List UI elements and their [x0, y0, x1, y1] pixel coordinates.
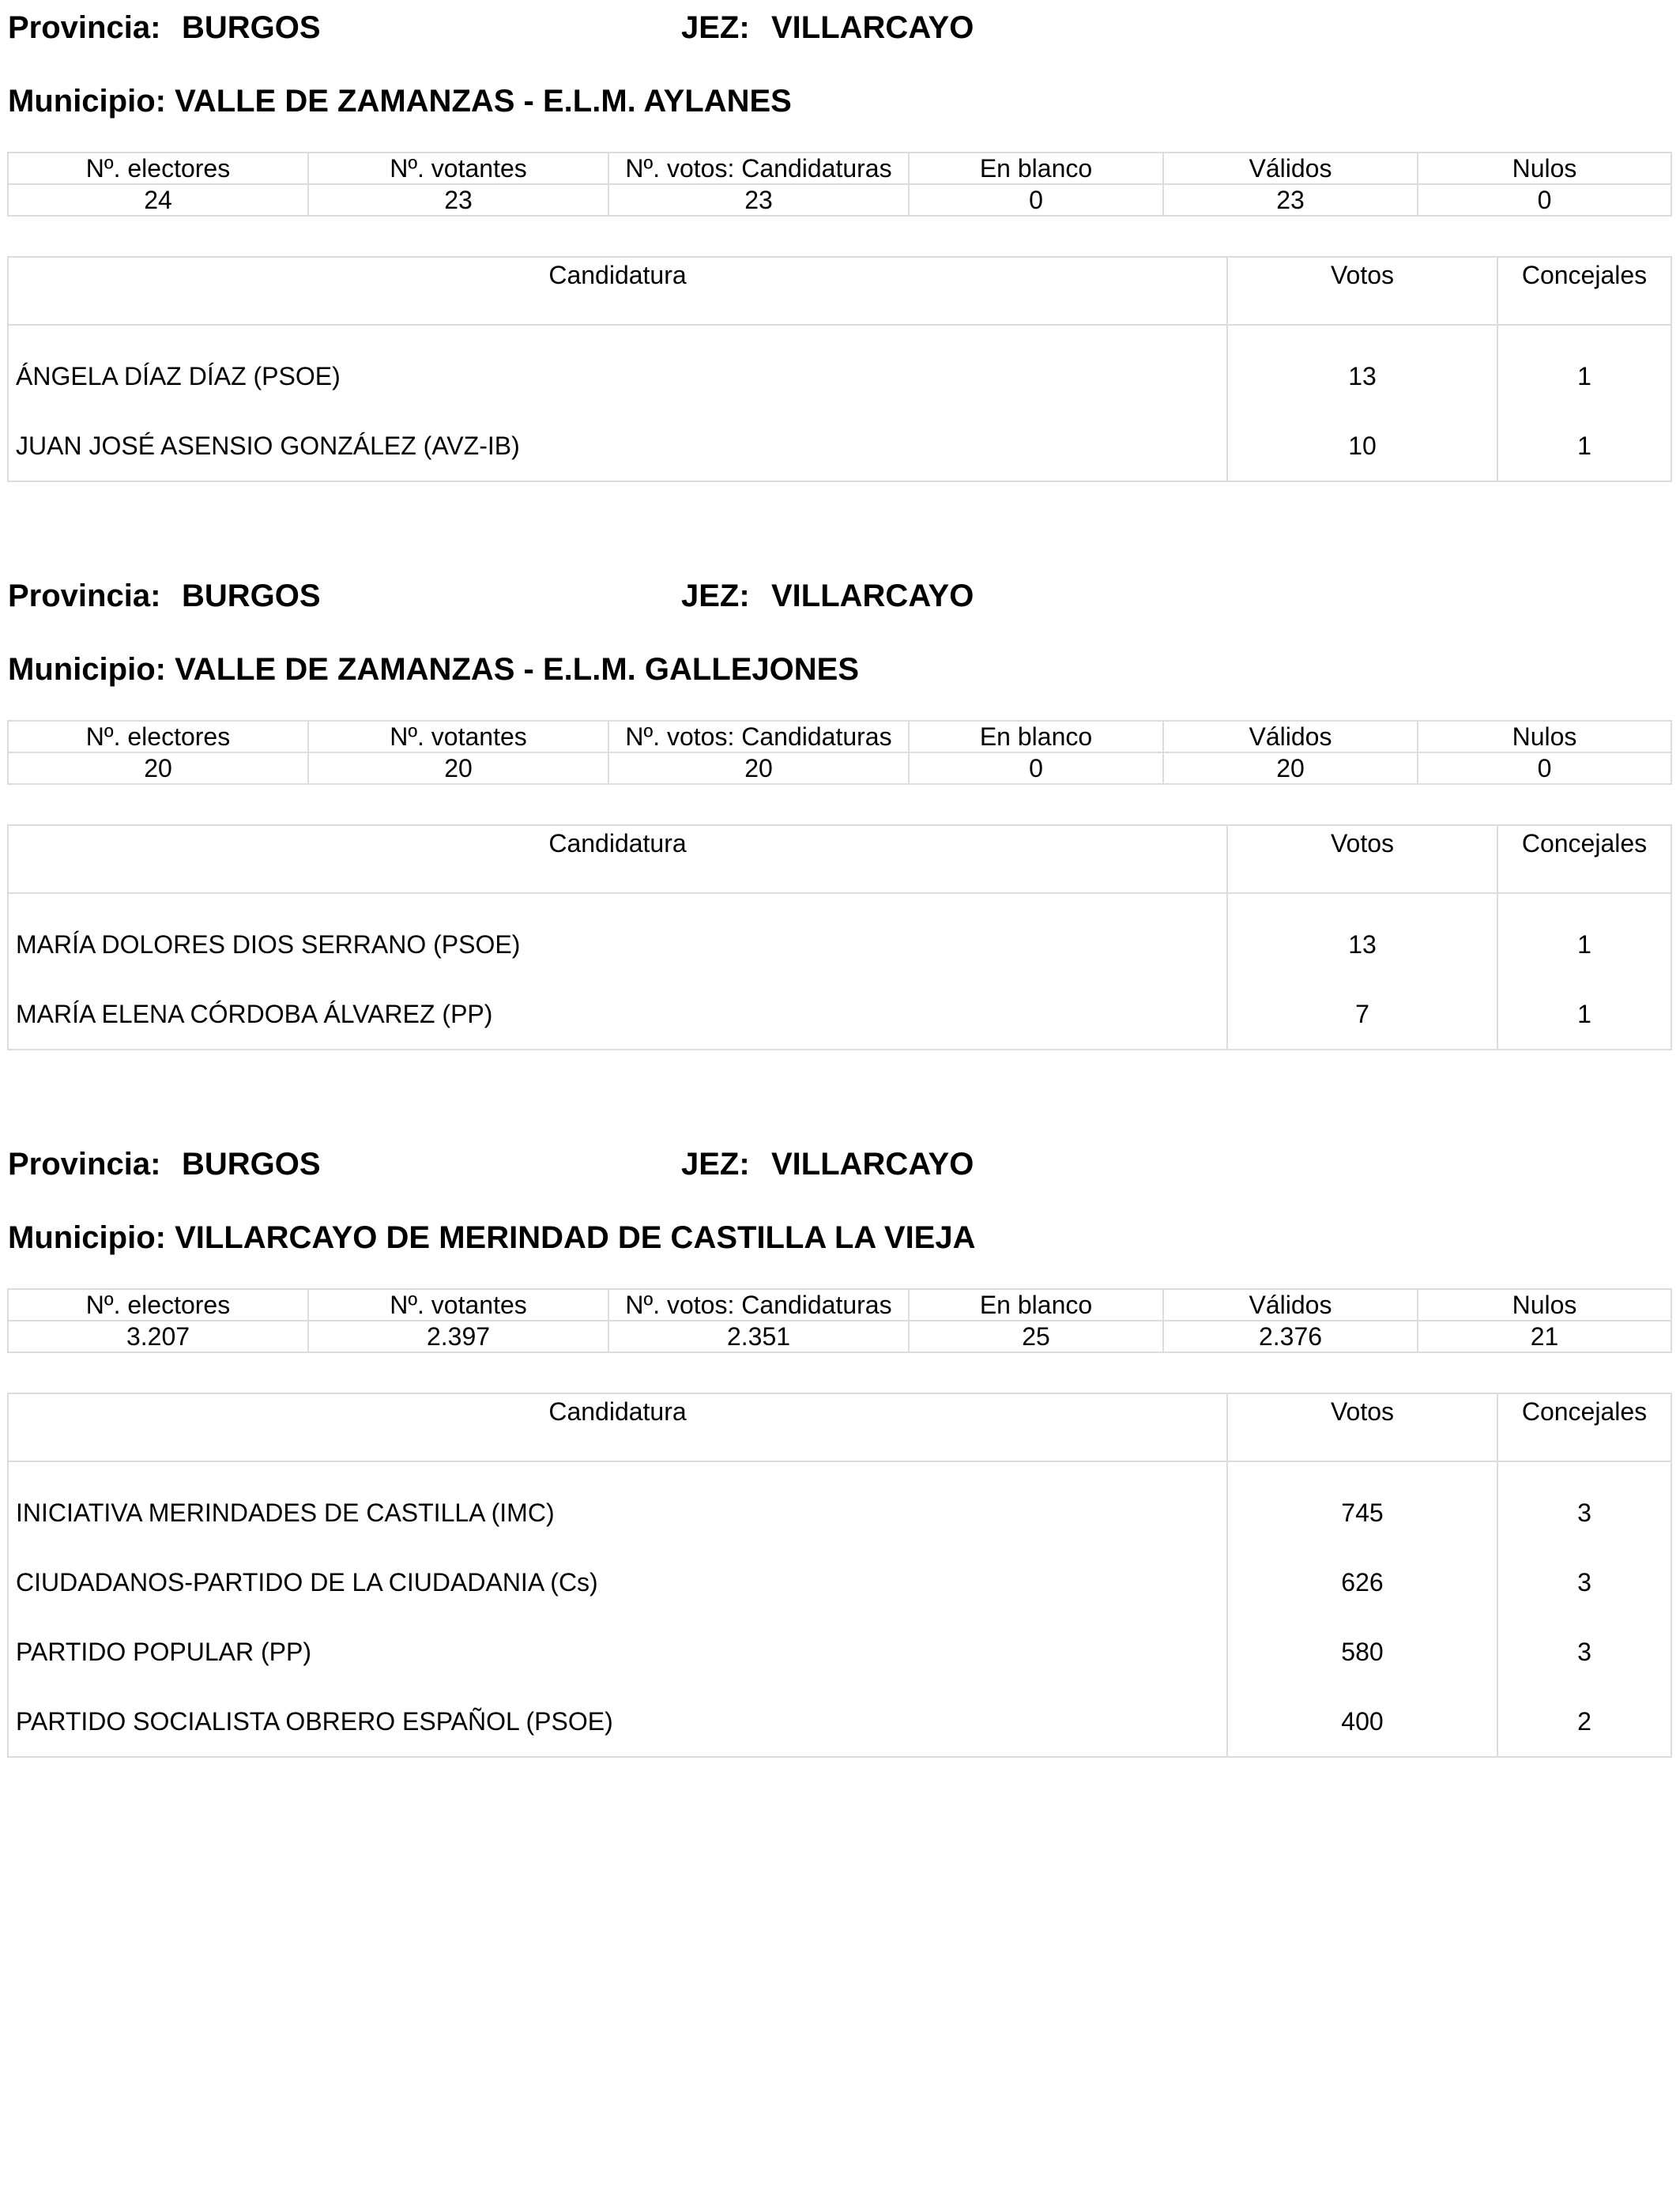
jez-value: VILLARCAYO	[771, 10, 974, 45]
municipio-value: VALLE DE ZAMANZAS - E.L.M. AYLANES	[175, 84, 792, 119]
header-votos: Votos	[1227, 1393, 1497, 1461]
jez-label: JEZ:	[681, 1147, 750, 1182]
header-electores: Nº. electores	[8, 721, 308, 752]
candidate-councillors: 1	[1497, 325, 1671, 411]
header-candidatura: Candidatura	[8, 1393, 1227, 1461]
value-en-blanco: 0	[909, 752, 1163, 784]
header-concejales: Concejales	[1497, 825, 1671, 893]
municipio-title	[8, 81, 1667, 121]
candidate-row	[8, 1687, 1671, 1757]
municipio-value: VALLE DE ZAMANZAS - E.L.M. GALLEJONES	[175, 652, 860, 687]
candidate-votes: 10	[1227, 411, 1497, 481]
value-validos: 23	[1163, 184, 1418, 216]
location-header	[8, 576, 1667, 616]
header-candidatura: Candidatura	[8, 257, 1227, 325]
value-votantes: 2.397	[308, 1321, 608, 1352]
header-candidatura: Candidatura	[8, 825, 1227, 893]
candidates-table	[7, 824, 1672, 1050]
value-votantes: 23	[308, 184, 608, 216]
candidate-name: MARÍA DOLORES DIOS SERRANO (PSOE)	[8, 893, 1227, 979]
summary-table	[7, 1288, 1672, 1353]
candidate-name: INICIATIVA MERINDADES DE CASTILLA (IMC)	[8, 1461, 1227, 1547]
municipio-title	[8, 1218, 1667, 1257]
municipio-label: Municipio:	[8, 1220, 166, 1255]
candidates-header-row	[8, 257, 1671, 325]
header-electores: Nº. electores	[8, 153, 308, 184]
candidate-votes: 745	[1227, 1461, 1497, 1547]
location-header	[8, 1144, 1667, 1184]
value-votos-candidaturas: 23	[608, 184, 909, 216]
header-votantes: Nº. votantes	[308, 153, 608, 184]
candidate-name: PARTIDO SOCIALISTA OBRERO ESPAÑOL (PSOE)	[8, 1687, 1227, 1757]
candidate-name: MARÍA ELENA CÓRDOBA ÁLVAREZ (PP)	[8, 979, 1227, 1050]
candidate-row	[8, 979, 1671, 1050]
provincia-value: BURGOS	[182, 1147, 321, 1182]
header-nulos: Nulos	[1418, 153, 1671, 184]
header-votos: Votos	[1227, 825, 1497, 893]
header-en-blanco: En blanco	[909, 153, 1163, 184]
provincia-label: Provincia:	[8, 10, 161, 45]
header-votos-candidaturas: Nº. votos: Candidaturas	[608, 153, 909, 184]
candidate-votes: 626	[1227, 1547, 1497, 1617]
value-validos: 2.376	[1163, 1321, 1418, 1352]
header-nulos: Nulos	[1418, 1289, 1671, 1321]
candidate-councillors: 1	[1497, 893, 1671, 979]
candidate-name: CIUDADANOS-PARTIDO DE LA CIUDADANIA (Cs)	[8, 1547, 1227, 1617]
summary-header-row	[8, 721, 1671, 752]
header-concejales: Concejales	[1497, 1393, 1671, 1461]
candidate-row	[8, 325, 1671, 411]
municipio-label: Municipio:	[8, 84, 166, 119]
summary-header-row	[8, 153, 1671, 184]
candidate-row	[8, 1547, 1671, 1617]
value-nulos: 0	[1418, 184, 1671, 216]
candidate-name: ÁNGELA DÍAZ DÍAZ (PSOE)	[8, 325, 1227, 411]
provincia-value: BURGOS	[182, 579, 321, 613]
header-validos: Válidos	[1163, 1289, 1418, 1321]
candidate-councillors: 1	[1497, 411, 1671, 481]
candidate-name: PARTIDO POPULAR (PP)	[8, 1617, 1227, 1687]
value-en-blanco: 25	[909, 1321, 1163, 1352]
header-electores: Nº. electores	[8, 1289, 308, 1321]
summary-value-row	[8, 1321, 1671, 1352]
municipio-value: VILLARCAYO DE MERINDAD DE CASTILLA LA VIEJA	[175, 1220, 976, 1255]
header-en-blanco: En blanco	[909, 721, 1163, 752]
candidate-row	[8, 893, 1671, 979]
candidate-councillors: 2	[1497, 1687, 1671, 1757]
jez-label: JEZ:	[681, 10, 750, 45]
header-votos-candidaturas: Nº. votos: Candidaturas	[608, 1289, 909, 1321]
candidate-votes: 580	[1227, 1617, 1497, 1687]
value-votos-candidaturas: 20	[608, 752, 909, 784]
candidate-councillors: 3	[1497, 1547, 1671, 1617]
summary-value-row	[8, 752, 1671, 784]
header-votantes: Nº. votantes	[308, 721, 608, 752]
header-validos: Válidos	[1163, 153, 1418, 184]
value-en-blanco: 0	[909, 184, 1163, 216]
jez-value: VILLARCAYO	[771, 579, 974, 613]
header-validos: Válidos	[1163, 721, 1418, 752]
value-electores: 3.207	[8, 1321, 308, 1352]
provincia-value: BURGOS	[182, 10, 321, 45]
candidate-name: JUAN JOSÉ ASENSIO GONZÁLEZ (AVZ-IB)	[8, 411, 1227, 481]
value-electores: 20	[8, 752, 308, 784]
municipio-label: Municipio:	[8, 652, 166, 687]
municipio-title	[8, 650, 1667, 689]
jez-label: JEZ:	[681, 579, 750, 613]
summary-header-row	[8, 1289, 1671, 1321]
candidates-header-row	[8, 825, 1671, 893]
summary-table	[7, 152, 1672, 217]
value-validos: 20	[1163, 752, 1418, 784]
value-electores: 24	[8, 184, 308, 216]
header-nulos: Nulos	[1418, 721, 1671, 752]
location-header	[8, 8, 1667, 47]
value-votantes: 20	[308, 752, 608, 784]
value-nulos: 0	[1418, 752, 1671, 784]
candidate-votes: 13	[1227, 325, 1497, 411]
candidate-row	[8, 411, 1671, 481]
candidate-votes: 7	[1227, 979, 1497, 1050]
summary-table	[7, 720, 1672, 785]
header-en-blanco: En blanco	[909, 1289, 1163, 1321]
provincia-label: Provincia:	[8, 1147, 161, 1182]
candidate-councillors: 1	[1497, 979, 1671, 1050]
provincia-label: Provincia:	[8, 579, 161, 613]
candidate-votes: 400	[1227, 1687, 1497, 1757]
candidate-councillors: 3	[1497, 1617, 1671, 1687]
header-votos: Votos	[1227, 257, 1497, 325]
header-votantes: Nº. votantes	[308, 1289, 608, 1321]
candidate-councillors: 3	[1497, 1461, 1671, 1547]
value-nulos: 21	[1418, 1321, 1671, 1352]
summary-value-row	[8, 184, 1671, 216]
candidate-votes: 13	[1227, 893, 1497, 979]
jez-value: VILLARCAYO	[771, 1147, 974, 1182]
header-votos-candidaturas: Nº. votos: Candidaturas	[608, 721, 909, 752]
candidates-header-row	[8, 1393, 1671, 1461]
header-concejales: Concejales	[1497, 257, 1671, 325]
candidate-row	[8, 1617, 1671, 1687]
candidate-row	[8, 1461, 1671, 1547]
candidates-table	[7, 1393, 1672, 1758]
candidates-table	[7, 256, 1672, 482]
value-votos-candidaturas: 2.351	[608, 1321, 909, 1352]
